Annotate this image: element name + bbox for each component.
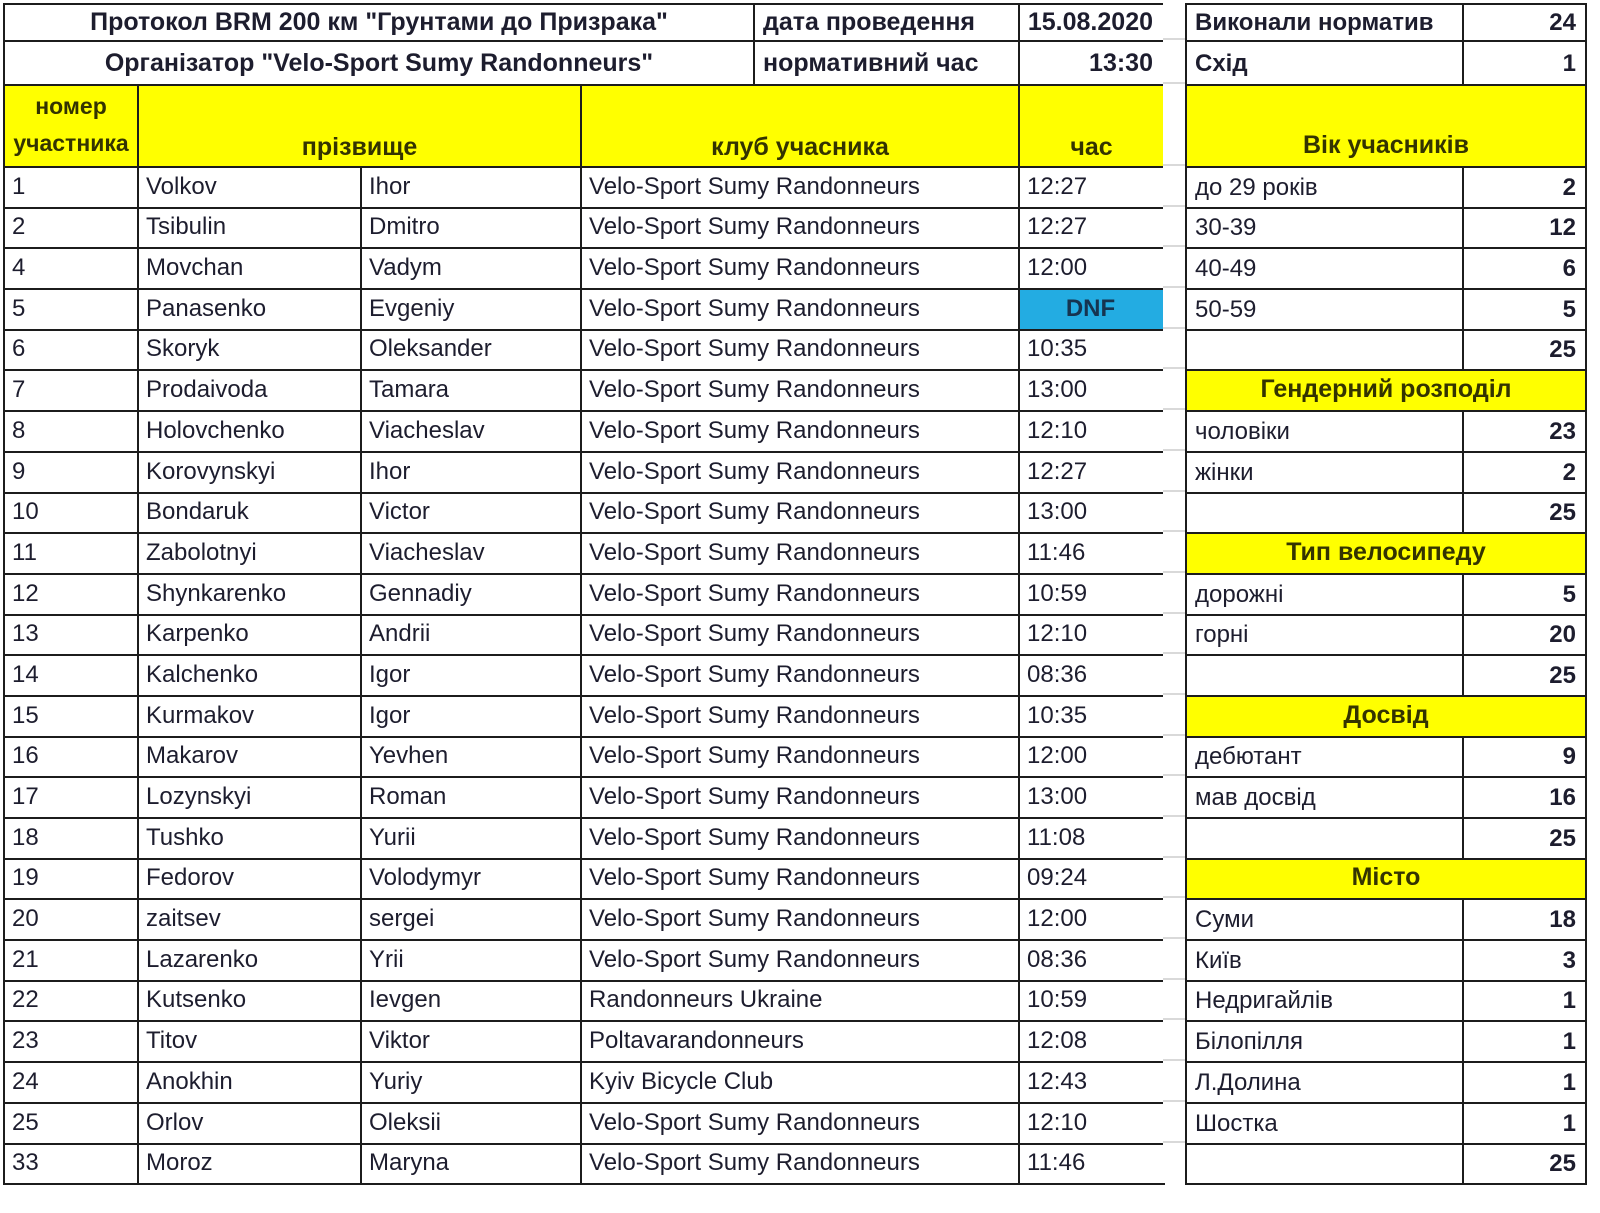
participant-firstname-cell[interactable]: Yurii [361, 818, 581, 859]
participant-number-cell[interactable]: 4 [4, 248, 138, 289]
participant-club-cell[interactable]: Velo-Sport Sumy Randonneurs [581, 655, 1019, 696]
stat-value-cell[interactable]: 12 [1463, 208, 1586, 249]
participant-number-cell[interactable]: 15 [4, 696, 138, 737]
participant-club-cell[interactable]: Velo-Sport Sumy Randonneurs [581, 1144, 1019, 1185]
stats-section-row [1186, 533, 1586, 574]
participant-time-cell[interactable]: 12:43 [1019, 1062, 1164, 1103]
participant-firstname-cell[interactable]: Volodymyr [361, 859, 581, 900]
participant-surname-cell[interactable]: Holovchenko [138, 411, 361, 452]
participant-time-cell[interactable]: 13:00 [1019, 370, 1164, 411]
participant-number-cell[interactable]: 21 [4, 940, 138, 981]
results-table [3, 84, 1165, 1185]
gridline-segment [1163, 247, 1185, 288]
participant-surname-cell[interactable]: Lozynskyi [138, 777, 361, 818]
participant-firstname-cell[interactable]: Evgeniy [361, 289, 581, 330]
participant-club-cell[interactable]: Velo-Sport Sumy Randonneurs [581, 248, 1019, 289]
table-row [4, 370, 1164, 411]
gridline-segment [1163, 614, 1185, 655]
participant-surname-cell[interactable]: Moroz [138, 1144, 361, 1185]
participant-number-cell[interactable]: 19 [4, 859, 138, 900]
participant-surname-cell[interactable]: Fedorov [138, 859, 361, 900]
column-header-number[interactable]: номер участника [4, 85, 138, 167]
stat-value-cell[interactable]: 1 [1463, 41, 1586, 85]
stats-row [1186, 818, 1586, 859]
stat-label-cell[interactable]: 40-49 [1186, 248, 1463, 289]
participant-time-cell[interactable]: 10:35 [1019, 330, 1164, 371]
stat-value-cell[interactable]: 25 [1463, 330, 1586, 371]
stat-section-title-cell[interactable]: Тип велосипеду [1186, 533, 1586, 574]
participant-club-cell[interactable]: Velo-Sport Sumy Randonneurs [581, 289, 1019, 330]
participant-time-cell[interactable]: 12:10 [1019, 1103, 1164, 1144]
stats-section-row [1186, 370, 1586, 411]
stat-section-title-cell[interactable]: Гендерний розподіл [1186, 370, 1586, 411]
participant-club-cell[interactable]: Velo-Sport Sumy Randonneurs [581, 493, 1019, 534]
stats-row [1186, 940, 1586, 981]
stat-label-cell[interactable]: жінки [1186, 452, 1463, 493]
participant-club-cell[interactable]: Velo-Sport Sumy Randonneurs [581, 737, 1019, 778]
stat-value-cell[interactable]: 2 [1463, 452, 1586, 493]
stat-label-cell[interactable] [1186, 493, 1463, 534]
participant-firstname-cell[interactable]: Oleksii [361, 1103, 581, 1144]
participant-time-cell[interactable]: DNF [1019, 289, 1164, 330]
gridline-segment [1163, 939, 1185, 980]
stats-row [1186, 330, 1586, 371]
participant-firstname-cell[interactable]: Viacheslav [361, 533, 581, 574]
stat-label-cell[interactable]: до 29 років [1186, 167, 1463, 208]
table-row [4, 452, 1164, 493]
gridline-segment [1163, 166, 1185, 207]
table-row [4, 940, 1164, 981]
gridline-segment [1163, 1143, 1185, 1184]
participant-club-cell[interactable]: Velo-Sport Sumy Randonneurs [581, 899, 1019, 940]
stats-row [1186, 1021, 1586, 1062]
stat-label-cell[interactable] [1186, 330, 1463, 371]
stats-row [1186, 167, 1586, 208]
gridline-segment [1163, 288, 1185, 329]
participant-surname-cell[interactable]: Zabolotnyi [138, 533, 361, 574]
participant-number-cell[interactable]: 1 [4, 167, 138, 208]
column-header-surname[interactable]: прізвище [138, 85, 581, 167]
gridline-segment [1163, 492, 1185, 533]
participant-firstname-cell[interactable]: Maryna [361, 1144, 581, 1185]
stat-label-cell[interactable]: Виконали норматив [1186, 4, 1463, 41]
stat-value-cell[interactable]: 1 [1463, 981, 1586, 1022]
participant-firstname-cell[interactable]: Igor [361, 696, 581, 737]
participant-number-cell[interactable]: 23 [4, 1021, 138, 1062]
participant-firstname-cell[interactable]: Vadym [361, 248, 581, 289]
participant-club-cell[interactable]: Velo-Sport Sumy Randonneurs [581, 330, 1019, 371]
participant-club-cell[interactable]: Velo-Sport Sumy Randonneurs [581, 615, 1019, 656]
participant-number-cell[interactable]: 18 [4, 818, 138, 859]
participant-surname-cell[interactable]: Lazarenko [138, 940, 361, 981]
date-label[interactable]: дата проведення [754, 4, 1019, 41]
stat-label-cell[interactable]: Шостка [1186, 1103, 1463, 1144]
time-limit-label[interactable]: нормативний час [754, 41, 1019, 85]
stats-table [1185, 3, 1587, 1185]
stat-value-cell[interactable]: 24 [1463, 4, 1586, 41]
gridline-segment [1163, 573, 1185, 614]
stat-value-cell[interactable]: 9 [1463, 737, 1586, 778]
participant-time-cell[interactable]: 11:46 [1019, 533, 1164, 574]
stat-section-title-cell[interactable]: Досвід [1186, 696, 1586, 737]
participant-surname-cell[interactable]: Skoryk [138, 330, 361, 371]
participant-firstname-cell[interactable]: Ihor [361, 452, 581, 493]
stat-section-title-cell[interactable]: Місто [1186, 859, 1586, 900]
participant-number-cell[interactable]: 20 [4, 899, 138, 940]
participant-firstname-cell[interactable]: Igor [361, 655, 581, 696]
stat-label-cell[interactable]: мав досвід [1186, 777, 1463, 818]
participant-number-cell[interactable]: 7 [4, 370, 138, 411]
stats-row [1186, 208, 1586, 249]
participant-number-cell[interactable]: 33 [4, 1144, 138, 1185]
stats-row [1186, 4, 1586, 41]
gridline-segment [1163, 410, 1185, 451]
gridline-segment [1163, 329, 1185, 370]
stat-value-cell[interactable]: 25 [1463, 493, 1586, 534]
participant-time-cell[interactable]: 12:10 [1019, 411, 1164, 452]
participant-firstname-cell[interactable]: Yuriy [361, 1062, 581, 1103]
table-row [4, 981, 1164, 1022]
participant-surname-cell[interactable]: Shynkarenko [138, 574, 361, 615]
table-row [4, 899, 1164, 940]
gridline-segment [1163, 654, 1185, 695]
date-value[interactable]: 15.08.2020 [1019, 4, 1164, 41]
column-header-club[interactable]: клуб учасника [581, 85, 1019, 167]
participant-time-cell[interactable]: 08:36 [1019, 655, 1164, 696]
stat-label-cell[interactable]: 30-39 [1186, 208, 1463, 249]
table-row [4, 330, 1164, 371]
participant-club-cell[interactable]: Velo-Sport Sumy Randonneurs [581, 859, 1019, 900]
participant-number-cell[interactable]: 5 [4, 289, 138, 330]
stat-value-cell[interactable]: 18 [1463, 899, 1586, 940]
gridline-segment [1163, 898, 1185, 939]
participant-time-cell[interactable]: 11:08 [1019, 818, 1164, 859]
stats-row [1186, 289, 1586, 330]
table-row [4, 859, 1164, 900]
participant-surname-cell[interactable]: Korovynskyi [138, 452, 361, 493]
participant-number-cell[interactable]: 14 [4, 655, 138, 696]
participant-firstname-cell[interactable]: Roman [361, 777, 581, 818]
stat-label-cell[interactable]: дебютант [1186, 737, 1463, 778]
participant-club-cell[interactable]: Velo-Sport Sumy Randonneurs [581, 452, 1019, 493]
stat-value-cell[interactable]: 25 [1463, 1144, 1586, 1185]
participant-number-cell[interactable]: 6 [4, 330, 138, 371]
participant-number-cell[interactable]: 11 [4, 533, 138, 574]
table-row [4, 655, 1164, 696]
stat-value-cell[interactable]: 3 [1463, 940, 1586, 981]
participant-firstname-cell[interactable]: Oleksander [361, 330, 581, 371]
participant-club-cell[interactable]: Kyiv Bicycle Club [581, 1062, 1019, 1103]
participant-surname-cell[interactable]: Kurmakov [138, 696, 361, 737]
stat-value-cell[interactable]: 1 [1463, 1021, 1586, 1062]
participant-surname-cell[interactable]: Panasenko [138, 289, 361, 330]
participant-surname-cell[interactable]: Movchan [138, 248, 361, 289]
participant-surname-cell[interactable]: Volkov [138, 167, 361, 208]
stat-label-cell[interactable]: Білопілля [1186, 1021, 1463, 1062]
stats-row [1186, 41, 1586, 85]
sheet-gridline-spacer [1163, 3, 1185, 1183]
stats-row [1186, 899, 1586, 940]
participant-time-cell[interactable]: 08:36 [1019, 940, 1164, 981]
table-row [4, 696, 1164, 737]
participant-firstname-cell[interactable]: Andrii [361, 615, 581, 656]
stats-row [1186, 493, 1586, 534]
participant-surname-cell[interactable]: Tsibulin [138, 208, 361, 249]
gridline-segment [1163, 695, 1185, 736]
table-row [4, 248, 1164, 289]
participant-number-cell[interactable]: 13 [4, 615, 138, 656]
participant-club-cell[interactable]: Velo-Sport Sumy Randonneurs [581, 1103, 1019, 1144]
table-row [4, 1021, 1164, 1062]
table-row [4, 533, 1164, 574]
gridline-segment [1163, 980, 1185, 1021]
participant-firstname-cell[interactable]: Ievgen [361, 981, 581, 1022]
participant-firstname-cell[interactable]: Ihor [361, 167, 581, 208]
participant-time-cell[interactable]: 13:00 [1019, 493, 1164, 534]
table-row [4, 1144, 1164, 1185]
stat-value-cell[interactable]: 5 [1463, 289, 1586, 330]
participant-surname-cell[interactable]: Bondaruk [138, 493, 361, 534]
protocol-header-table [3, 3, 1165, 86]
participant-club-cell[interactable]: Velo-Sport Sumy Randonneurs [581, 167, 1019, 208]
gridline-segment [1163, 369, 1185, 410]
participant-number-cell[interactable]: 12 [4, 574, 138, 615]
table-row [4, 1062, 1164, 1103]
stat-section-title-cell[interactable]: Вік учасників [1186, 85, 1586, 167]
stats-row [1186, 655, 1586, 696]
gridline-segment [1163, 776, 1185, 817]
participant-club-cell[interactable]: Velo-Sport Sumy Randonneurs [581, 574, 1019, 615]
stat-value-cell[interactable]: 16 [1463, 777, 1586, 818]
participant-club-cell[interactable]: Velo-Sport Sumy Randonneurs [581, 940, 1019, 981]
participant-club-cell[interactable]: Poltavarandonneurs [581, 1021, 1019, 1062]
participant-firstname-cell[interactable]: Viacheslav [361, 411, 581, 452]
table-row [4, 818, 1164, 859]
stat-value-cell[interactable]: 25 [1463, 655, 1586, 696]
participant-time-cell[interactable]: 10:59 [1019, 981, 1164, 1022]
stat-value-cell[interactable]: 6 [1463, 248, 1586, 289]
stat-label-cell[interactable] [1186, 655, 1463, 696]
participant-club-cell[interactable]: Velo-Sport Sumy Randonneurs [581, 777, 1019, 818]
stat-value-cell[interactable]: 5 [1463, 574, 1586, 615]
participant-time-cell[interactable]: 13:00 [1019, 777, 1164, 818]
participant-time-cell[interactable]: 10:35 [1019, 696, 1164, 737]
participant-time-cell[interactable]: 12:10 [1019, 615, 1164, 656]
participant-time-cell[interactable]: 09:24 [1019, 859, 1164, 900]
stats-row [1186, 574, 1586, 615]
participant-firstname-cell[interactable]: Yevhen [361, 737, 581, 778]
participant-surname-cell[interactable]: Kutsenko [138, 981, 361, 1022]
participant-club-cell[interactable]: Velo-Sport Sumy Randonneurs [581, 696, 1019, 737]
table-row [4, 1103, 1164, 1144]
stats-row [1186, 248, 1586, 289]
stat-label-cell[interactable]: Суми [1186, 899, 1463, 940]
stat-label-cell[interactable]: Л.Долина [1186, 1062, 1463, 1103]
gridline-segment [1163, 858, 1185, 899]
stats-row [1186, 737, 1586, 778]
participant-surname-cell[interactable]: Makarov [138, 737, 361, 778]
stat-label-cell[interactable]: 50-59 [1186, 289, 1463, 330]
participant-time-cell[interactable]: 12:00 [1019, 248, 1164, 289]
protocol-title[interactable]: Протокол BRM 200 км "Грунтами до Призрака" [4, 4, 754, 41]
participant-time-cell[interactable]: 12:27 [1019, 452, 1164, 493]
gridline-segment [1163, 1102, 1185, 1143]
participant-time-cell[interactable]: 12:27 [1019, 208, 1164, 249]
participant-club-cell[interactable]: Velo-Sport Sumy Randonneurs [581, 533, 1019, 574]
stats-row [1186, 777, 1586, 818]
participant-club-cell[interactable]: Randonneurs Ukraine [581, 981, 1019, 1022]
stats-row [1186, 1062, 1586, 1103]
participant-club-cell[interactable]: Velo-Sport Sumy Randonneurs [581, 208, 1019, 249]
participant-time-cell[interactable]: 12:27 [1019, 167, 1164, 208]
stats-row [1186, 1103, 1586, 1144]
participant-time-cell[interactable]: 12:00 [1019, 899, 1164, 940]
participant-number-cell[interactable]: 9 [4, 452, 138, 493]
stat-label-cell[interactable]: чоловіки [1186, 411, 1463, 452]
gridline-segment [1163, 1061, 1185, 1102]
stats-row [1186, 981, 1586, 1022]
participant-number-cell[interactable]: 17 [4, 777, 138, 818]
participant-surname-cell[interactable]: Karpenko [138, 615, 361, 656]
participant-club-cell[interactable]: Velo-Sport Sumy Randonneurs [581, 411, 1019, 452]
participant-time-cell[interactable]: 12:08 [1019, 1021, 1164, 1062]
participant-firstname-cell[interactable]: Gennadiy [361, 574, 581, 615]
participant-number-cell[interactable]: 8 [4, 411, 138, 452]
table-row [4, 493, 1164, 534]
stats-section-row [1186, 859, 1586, 900]
participant-firstname-cell[interactable]: Yrii [361, 940, 581, 981]
stat-value-cell[interactable]: 1 [1463, 1103, 1586, 1144]
gridline-segment [1163, 40, 1185, 84]
gridline-segment [1163, 84, 1185, 166]
participant-number-cell[interactable]: 16 [4, 737, 138, 778]
stat-value-cell[interactable]: 25 [1463, 818, 1586, 859]
participant-firstname-cell[interactable]: Tamara [361, 370, 581, 411]
stat-value-cell[interactable]: 2 [1463, 167, 1586, 208]
gridline-segment [1163, 736, 1185, 777]
gridline-segment [1163, 1020, 1185, 1061]
table-row [4, 574, 1164, 615]
stat-label-cell[interactable]: Київ [1186, 940, 1463, 981]
participant-club-cell[interactable]: Velo-Sport Sumy Randonneurs [581, 370, 1019, 411]
stat-value-cell[interactable]: 1 [1463, 1062, 1586, 1103]
participant-number-cell[interactable]: 25 [4, 1103, 138, 1144]
stat-label-cell[interactable]: дорожні [1186, 574, 1463, 615]
stat-label-cell[interactable] [1186, 818, 1463, 859]
participant-firstname-cell[interactable]: Dmitro [361, 208, 581, 249]
participant-number-cell[interactable]: 22 [4, 981, 138, 1022]
stats-row [1186, 1144, 1586, 1185]
participant-time-cell[interactable]: 12:00 [1019, 737, 1164, 778]
stats-section-row [1186, 696, 1586, 737]
table-row [4, 411, 1164, 452]
stat-label-cell[interactable]: горні [1186, 615, 1463, 656]
participant-firstname-cell[interactable]: Viktor [361, 1021, 581, 1062]
table-row [4, 615, 1164, 656]
table-row [4, 737, 1164, 778]
participant-firstname-cell[interactable]: sergei [361, 899, 581, 940]
gridline-segment [1163, 532, 1185, 573]
participant-club-cell[interactable]: Velo-Sport Sumy Randonneurs [581, 818, 1019, 859]
stat-label-cell[interactable]: Недригайлів [1186, 981, 1463, 1022]
participant-surname-cell[interactable]: Kalchenko [138, 655, 361, 696]
stat-value-cell[interactable]: 20 [1463, 615, 1586, 656]
stats-row [1186, 411, 1586, 452]
organizer-title[interactable]: Організатор "Velo-Sport Sumy Randonneurs" [4, 41, 754, 85]
time-limit-value[interactable]: 13:30 [1019, 41, 1164, 85]
gridline-segment [1163, 817, 1185, 858]
participant-surname-cell[interactable]: Anokhin [138, 1062, 361, 1103]
table-row [4, 167, 1164, 208]
participant-firstname-cell[interactable]: Victor [361, 493, 581, 534]
stats-section-row [1186, 85, 1586, 167]
table-row [4, 289, 1164, 330]
gridline-segment [1163, 207, 1185, 248]
column-header-time[interactable]: час [1019, 85, 1164, 167]
participant-number-cell[interactable]: 24 [4, 1062, 138, 1103]
table-row [4, 777, 1164, 818]
participant-surname-cell[interactable]: Orlov [138, 1103, 361, 1144]
participant-number-cell[interactable]: 10 [4, 493, 138, 534]
participant-number-cell[interactable]: 2 [4, 208, 138, 249]
participant-surname-cell[interactable]: Titov [138, 1021, 361, 1062]
stat-label-cell[interactable]: Схід [1186, 41, 1463, 85]
stats-row [1186, 615, 1586, 656]
participant-surname-cell[interactable]: Tushko [138, 818, 361, 859]
participant-time-cell[interactable]: 10:59 [1019, 574, 1164, 615]
participant-surname-cell[interactable]: Prodaivoda [138, 370, 361, 411]
stat-label-cell[interactable] [1186, 1144, 1463, 1185]
participant-time-cell[interactable]: 11:46 [1019, 1144, 1164, 1185]
gridline-segment [1163, 451, 1185, 492]
participant-surname-cell[interactable]: zaitsev [138, 899, 361, 940]
table-row [4, 208, 1164, 249]
gridline-segment [1163, 3, 1185, 40]
stats-row [1186, 452, 1586, 493]
stat-value-cell[interactable]: 23 [1463, 411, 1586, 452]
